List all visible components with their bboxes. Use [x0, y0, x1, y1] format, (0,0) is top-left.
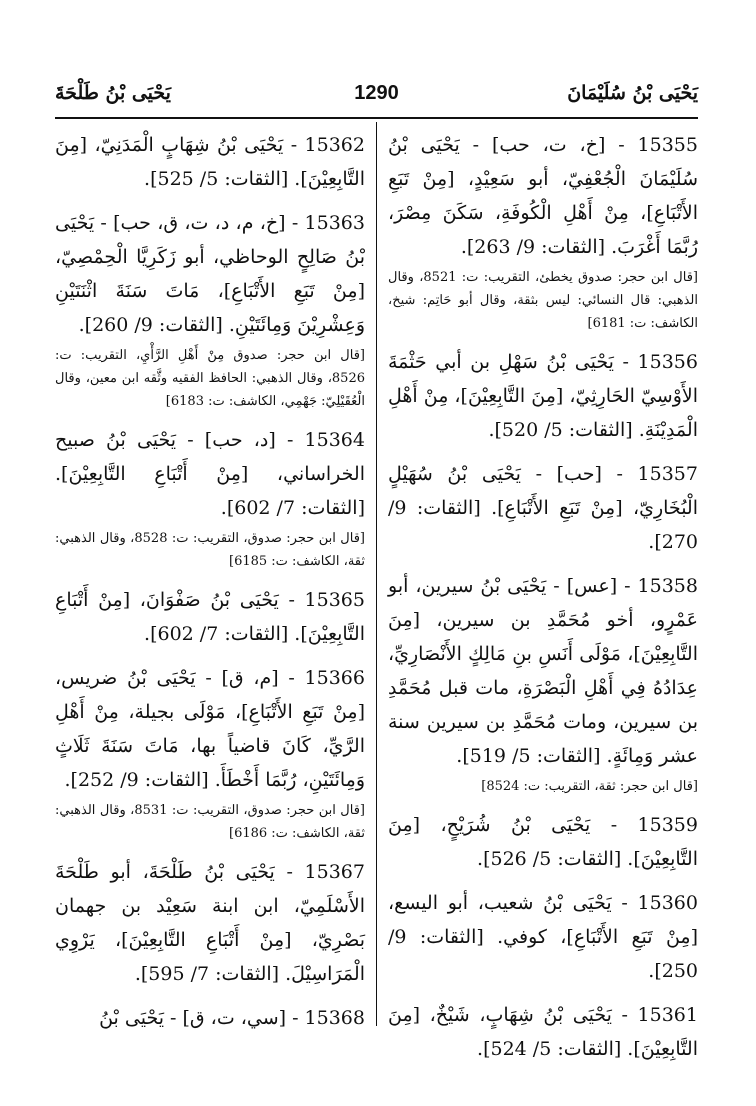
- entry-note: [قال ابن حجر: ثقة، التقريب: ت: 8524]: [481, 779, 698, 794]
- entry: [55, 855, 365, 991]
- entry: [388, 886, 698, 988]
- entry-text: 15365 - يَحْيَى بْنُ صَفْوَانَ، [مِنْ أَتْبَاعِ التَّابِعِيْنَ]. [الثقات: 7/ 602].: [55, 589, 365, 645]
- entry: [388, 345, 698, 447]
- page-number: 1290: [354, 82, 399, 104]
- entry: [388, 808, 698, 876]
- entry-note: [قال ابن حجر: صدوق مِنْ أَهْلِ الرَّأْيِ، التقريب: ت: 8526، وقال الذهبي: الحافظ الفقيه وثَّقه ابن معين، وقال الْعُقَيْلِيّ: جَهْمِي، الكاشف: ت: 6183]: [55, 348, 365, 409]
- right-column: [388, 128, 698, 1076]
- header-rule: [55, 117, 698, 119]
- entry: [55, 661, 365, 845]
- entry: [388, 128, 698, 335]
- entry-note: [قال ابن حجر: صدوق، التقريب: ت: 8531، وقال الذهبي: ثقة، الكاشف: ت: 6186]: [55, 803, 365, 841]
- entry: [55, 128, 365, 196]
- left-column: [55, 128, 365, 1045]
- entry-text: 15366 - [م، ق] - يَحْيَى بْنُ ضريس، [مِنْ تَبَعِ الأَتْبَاعِ]، مَوْلَى بجيلة، مِنْ أَهْلِ الرَّيِّ، كَانَ قاضياً بها، مَاتَ سَنَةَ ثَلَاثٍ وَمِائَتَيْنِ، رُبَّمَا أَخْطَأَ. [الثقات: 9/ 252].: [55, 667, 365, 791]
- entry-text: 15361 - يَحْيَى بْنُ شِهَابٍ، شَيْخٌ، [مِنَ التَّابِعِيْنَ]. [الثقات: 5/ 524].: [388, 1004, 698, 1060]
- entry: [388, 457, 698, 559]
- header-left-title: يَحْيَى بْنُ طَلْحَةَ: [55, 82, 171, 104]
- entry: [55, 206, 365, 413]
- entry: [55, 423, 365, 573]
- entry-text: 15368 - [سي، ت، ق] - يَحْيَى بْنُ: [99, 1007, 365, 1029]
- entry-text: 15358 - [عس] - يَحْيَى بْنُ سيرين، أبو عَمْرٍو، أخو مُحَمَّدِ بن سيرين، [مِنَ التَّابِعِيْنَ]، مَوْلَى أَنَسِ بنِ مَالِكٍ الأَنْصَارِيِّ، عِدَادُهُ فِي أَهْلِ الْبَصْرَةِ، مات قبل مُحَمَّدِ بن سيرين، ومات مُحَمَّدِ بن سيرين سنة عشر وَمِائَةٍ. [الثقات: 5/ 519].: [388, 575, 698, 767]
- entry-text: 15356 - يَحْيَى بْنُ سَهْلِ بن أبي حَثْمَةَ الأَوْسِيّ الحَارِثِيّ، [مِنَ التَّابِعِيْنَ]، مِنْ أَهْلِ الْمَدِيْنَةِ. [الثقات: 5/ 520].: [388, 351, 698, 441]
- entry-text: 15357 - [حب] - يَحْيَى بْنُ سُهَيْلٍ الْبُخَارِيّ، [مِنْ تَبَعِ الأَتْبَاعِ]. [الثقات: 9/ 270].: [388, 463, 698, 553]
- entry-text: 15363 - [خ، م، د، ت، ق، حب] - يَحْيَى بْنُ صَالِحٍ الوحاظي، أبو زَكَرِيَّا الْحِمْصِيّ، [مِنْ تَبَعِ الأَتْبَاعِ]، مَاتَ سَنَةَ اثْنَتَيْنِ وَعِشْرِيْنَ وَمِائَتَيْنِ. [الثقات: 9/ 260].: [55, 212, 365, 336]
- page-header: [55, 82, 698, 114]
- entry-text: 15364 - [د، حب] - يَحْيَى بْنُ صبيح الخراساني، [مِنْ أَتْبَاعِ التَّابِعِيْنَ]. [الثقات: 7/ 602].: [55, 429, 365, 519]
- entry-note: [قال ابن حجر: صدوق، التقريب: ت: 8528، وقال الذهبي: ثقة، الكاشف: ت: 6185]: [55, 531, 365, 569]
- entry-text: 15360 - يَحْيَى بْنُ شعيب، أبو اليسع، [مِنْ تَبَعِ الأَتْبَاعِ]، كوفي. [الثقات: 9/ 250].: [388, 892, 698, 982]
- entry-text: 15359 - يَحْيَى بْنُ شُرَيْحٍ، [مِنَ التَّابِعِيْنَ]. [الثقات: 5/ 526].: [388, 814, 698, 870]
- column-divider: [376, 122, 377, 1026]
- entry-note: [قال ابن حجر: صدوق يخطئ، التقريب: ت: 8521، وقال الذهبي: قال النسائي: ليس بثقة، وقال أبو حَاتِم: شيخ، الكاشف: ت: 6181]: [388, 270, 698, 331]
- entry-text: 15355 - [خ، ت، حب] - يَحْيَى بْنُ سُلَيْمَانَ الْجُعْفِيّ، أبو سَعِيْدٍ، [مِنْ تَبَعِ الأَتْبَاعِ]، مِنْ أَهْلِ الْكُوفَةِ، سَكَنَ مِصْرَ، رُبَّمَا أَغْرَبَ. [الثقات: 9/ 263].: [388, 134, 698, 258]
- entry-text: 15367 - يَحْيَى بْنُ طَلْحَةَ، أبو طَلْحَةَ الأَسْلَمِيّ، ابن ابنة سَعِيْد بن جهمان بَصْرِيّ، [مِنْ أَتْبَاعِ التَّابِعِيْنَ]، يَرْوِي الْمَرَاسِيْلَ. [الثقات: 7/ 595].: [55, 861, 365, 985]
- entry: [55, 1001, 365, 1035]
- header-right-title: يَحْيَى بْنُ سُلَيْمَانَ: [567, 82, 698, 104]
- entry-text: 15362 - يَحْيَى بْنُ شِهَابٍ الْمَدَنِيّ، [مِنَ التَّابِعِيْنَ]. [الثقات: 5/ 525].: [55, 134, 365, 190]
- entry: [388, 569, 698, 798]
- entry: [55, 583, 365, 651]
- entry: [388, 998, 698, 1066]
